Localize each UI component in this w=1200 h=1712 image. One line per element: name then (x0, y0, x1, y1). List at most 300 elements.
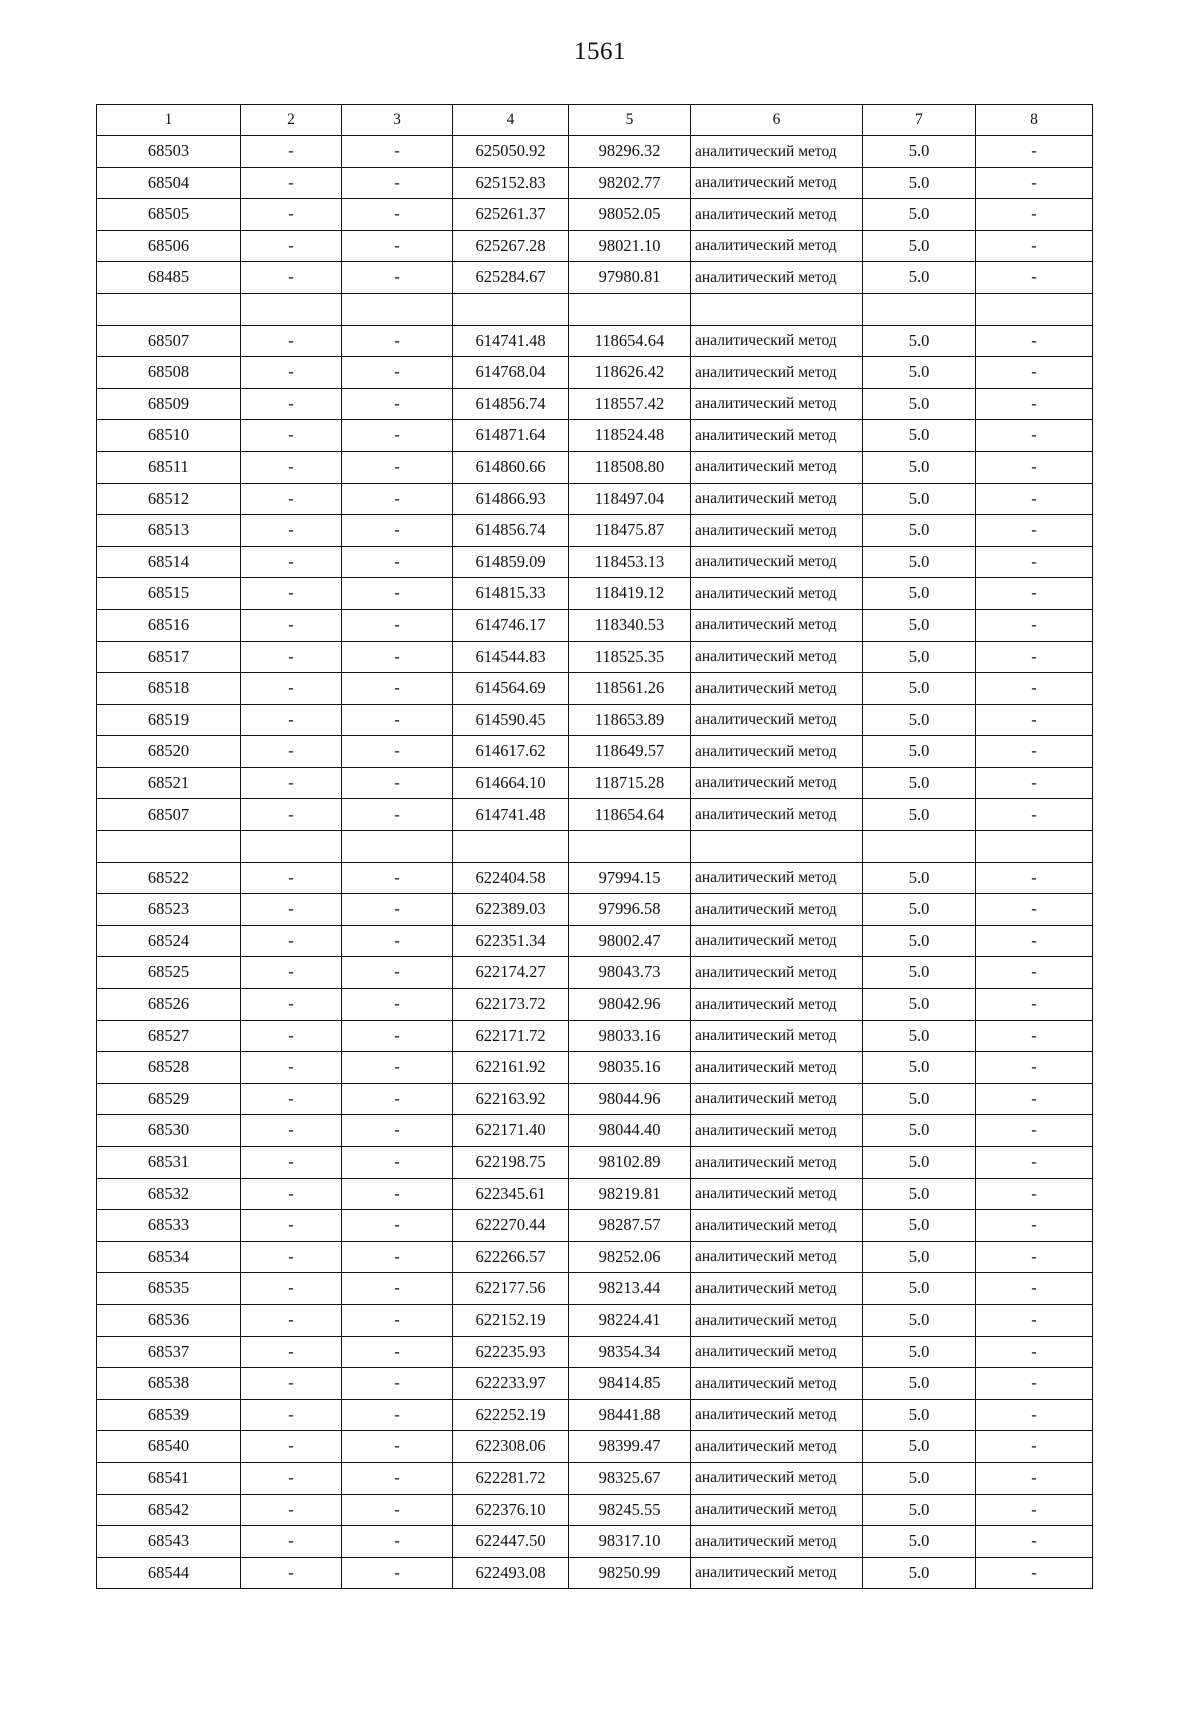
table-row (97, 1210, 1093, 1242)
method-cell: аналитический метод (691, 925, 863, 957)
y-coordinate-cell: 98354.34 (569, 1336, 691, 1368)
x-coordinate-cell: 614856.74 (453, 515, 569, 547)
col2-cell: - (241, 388, 342, 420)
col8-cell: - (976, 1431, 1093, 1463)
method-cell: аналитический метод (691, 1336, 863, 1368)
col3-cell: - (342, 799, 453, 831)
point-number-cell: 68535 (97, 1273, 241, 1305)
col2-cell: - (241, 925, 342, 957)
empty-cell (569, 831, 691, 863)
table-row (97, 609, 1093, 641)
y-coordinate-cell: 118561.26 (569, 673, 691, 705)
col8-cell: - (976, 989, 1093, 1021)
col3-cell: - (342, 1241, 453, 1273)
col8-cell: - (976, 199, 1093, 231)
table-row (97, 736, 1093, 768)
point-number-cell: 68539 (97, 1399, 241, 1431)
x-coordinate-cell: 614866.93 (453, 483, 569, 515)
y-coordinate-cell: 98102.89 (569, 1147, 691, 1179)
x-coordinate-cell: 622345.61 (453, 1178, 569, 1210)
col2-cell: - (241, 736, 342, 768)
point-number-cell: 68525 (97, 957, 241, 989)
col2-cell: - (241, 451, 342, 483)
col8-cell: - (976, 515, 1093, 547)
point-number-cell: 68540 (97, 1431, 241, 1463)
col3-cell: - (342, 1052, 453, 1084)
col8-cell: - (976, 1147, 1093, 1179)
col3-cell: - (342, 1336, 453, 1368)
col8-cell: - (976, 1020, 1093, 1052)
col8-cell: - (976, 136, 1093, 168)
y-coordinate-cell: 98414.85 (569, 1368, 691, 1400)
point-number-cell: 68526 (97, 989, 241, 1021)
x-coordinate-cell: 622266.57 (453, 1241, 569, 1273)
table-row (97, 578, 1093, 610)
method-cell: аналитический метод (691, 1115, 863, 1147)
col8-cell: - (976, 578, 1093, 610)
accuracy-cell: 5.0 (863, 451, 976, 483)
accuracy-cell: 5.0 (863, 199, 976, 231)
column-header: 7 (863, 105, 976, 136)
col2-cell: - (241, 641, 342, 673)
point-number-cell: 68516 (97, 609, 241, 641)
accuracy-cell: 5.0 (863, 704, 976, 736)
point-number-cell: 68510 (97, 420, 241, 452)
y-coordinate-cell: 118508.80 (569, 451, 691, 483)
col8-cell: - (976, 451, 1093, 483)
col2-cell: - (241, 515, 342, 547)
point-number-cell: 68512 (97, 483, 241, 515)
x-coordinate-cell: 614859.09 (453, 546, 569, 578)
table-row (97, 704, 1093, 736)
col3-cell: - (342, 325, 453, 357)
col3-cell: - (342, 1147, 453, 1179)
point-number-cell: 68542 (97, 1494, 241, 1526)
y-coordinate-cell: 98044.40 (569, 1115, 691, 1147)
col2-cell: - (241, 136, 342, 168)
y-coordinate-cell: 97996.58 (569, 894, 691, 926)
point-number-cell: 68519 (97, 704, 241, 736)
x-coordinate-cell: 614871.64 (453, 420, 569, 452)
table-row (97, 1336, 1093, 1368)
col3-cell: - (342, 1462, 453, 1494)
col8-cell: - (976, 1526, 1093, 1558)
empty-cell (453, 293, 569, 325)
method-cell: аналитический метод (691, 1431, 863, 1463)
table-row (97, 1557, 1093, 1589)
point-number-cell: 68514 (97, 546, 241, 578)
table-row (97, 1494, 1093, 1526)
y-coordinate-cell: 118715.28 (569, 767, 691, 799)
empty-cell (863, 293, 976, 325)
col2-cell: - (241, 167, 342, 199)
col2-cell: - (241, 609, 342, 641)
point-number-cell: 68538 (97, 1368, 241, 1400)
point-number-cell: 68515 (97, 578, 241, 610)
y-coordinate-cell: 98044.96 (569, 1083, 691, 1115)
accuracy-cell: 5.0 (863, 388, 976, 420)
col2-cell: - (241, 767, 342, 799)
col8-cell: - (976, 357, 1093, 389)
table-row (97, 357, 1093, 389)
col3-cell: - (342, 1494, 453, 1526)
col8-cell: - (976, 1399, 1093, 1431)
method-cell: аналитический метод (691, 546, 863, 578)
accuracy-cell: 5.0 (863, 262, 976, 294)
accuracy-cell: 5.0 (863, 1494, 976, 1526)
table-row (97, 136, 1093, 168)
col3-cell: - (342, 136, 453, 168)
accuracy-cell: 5.0 (863, 799, 976, 831)
point-number-cell: 68529 (97, 1083, 241, 1115)
point-number-cell: 68509 (97, 388, 241, 420)
col3-cell: - (342, 199, 453, 231)
table-row (97, 894, 1093, 926)
accuracy-cell: 5.0 (863, 1115, 976, 1147)
empty-cell (863, 831, 976, 863)
table-row (97, 167, 1093, 199)
method-cell: аналитический метод (691, 420, 863, 452)
col8-cell: - (976, 546, 1093, 578)
x-coordinate-cell: 622389.03 (453, 894, 569, 926)
column-header: 8 (976, 105, 1093, 136)
point-number-cell: 68533 (97, 1210, 241, 1242)
accuracy-cell: 5.0 (863, 1020, 976, 1052)
col8-cell: - (976, 1178, 1093, 1210)
y-coordinate-cell: 118649.57 (569, 736, 691, 768)
y-coordinate-cell: 118654.64 (569, 799, 691, 831)
point-number-cell: 68507 (97, 325, 241, 357)
y-coordinate-cell: 98202.77 (569, 167, 691, 199)
col3-cell: - (342, 925, 453, 957)
col2-cell: - (241, 704, 342, 736)
accuracy-cell: 5.0 (863, 230, 976, 262)
method-cell: аналитический метод (691, 1526, 863, 1558)
column-header: 1 (97, 105, 241, 136)
col8-cell: - (976, 1557, 1093, 1589)
table-row (97, 1273, 1093, 1305)
table-body (97, 136, 1093, 1589)
col3-cell: - (342, 989, 453, 1021)
x-coordinate-cell: 622152.19 (453, 1304, 569, 1336)
y-coordinate-cell: 98317.10 (569, 1526, 691, 1558)
point-number-cell: 68521 (97, 767, 241, 799)
col8-cell: - (976, 957, 1093, 989)
method-cell: аналитический метод (691, 230, 863, 262)
x-coordinate-cell: 614664.10 (453, 767, 569, 799)
y-coordinate-cell: 118525.35 (569, 641, 691, 673)
y-coordinate-cell: 118654.64 (569, 325, 691, 357)
col2-cell: - (241, 1020, 342, 1052)
y-coordinate-cell: 98033.16 (569, 1020, 691, 1052)
col2-cell: - (241, 862, 342, 894)
x-coordinate-cell: 614741.48 (453, 799, 569, 831)
table-row (97, 925, 1093, 957)
col2-cell: - (241, 799, 342, 831)
y-coordinate-cell: 118653.89 (569, 704, 691, 736)
empty-cell (569, 293, 691, 325)
col8-cell: - (976, 167, 1093, 199)
table-row (97, 862, 1093, 894)
column-header: 5 (569, 105, 691, 136)
empty-cell (241, 293, 342, 325)
method-cell: аналитический метод (691, 1241, 863, 1273)
method-cell: аналитический метод (691, 767, 863, 799)
y-coordinate-cell: 98219.81 (569, 1178, 691, 1210)
accuracy-cell: 5.0 (863, 1431, 976, 1463)
y-coordinate-cell: 98296.32 (569, 136, 691, 168)
y-coordinate-cell: 98002.47 (569, 925, 691, 957)
accuracy-cell: 5.0 (863, 546, 976, 578)
col2-cell: - (241, 546, 342, 578)
x-coordinate-cell: 622404.58 (453, 862, 569, 894)
col3-cell: - (342, 1115, 453, 1147)
table-row (97, 388, 1093, 420)
col8-cell: - (976, 325, 1093, 357)
method-cell: аналитический метод (691, 609, 863, 641)
col3-cell: - (342, 230, 453, 262)
x-coordinate-cell: 614815.33 (453, 578, 569, 610)
col8-cell: - (976, 1462, 1093, 1494)
page-number: 1561 (574, 38, 626, 65)
y-coordinate-cell: 98245.55 (569, 1494, 691, 1526)
col8-cell: - (976, 609, 1093, 641)
point-number-cell: 68520 (97, 736, 241, 768)
table-row (97, 989, 1093, 1021)
col3-cell: - (342, 957, 453, 989)
col2-cell: - (241, 673, 342, 705)
point-number-cell: 68513 (97, 515, 241, 547)
point-number-cell: 68485 (97, 262, 241, 294)
accuracy-cell: 5.0 (863, 1336, 976, 1368)
method-cell: аналитический метод (691, 894, 863, 926)
point-number-cell: 68527 (97, 1020, 241, 1052)
y-coordinate-cell: 98224.41 (569, 1304, 691, 1336)
accuracy-cell: 5.0 (863, 989, 976, 1021)
x-coordinate-cell: 622308.06 (453, 1431, 569, 1463)
table-row (97, 1083, 1093, 1115)
col3-cell: - (342, 388, 453, 420)
table-row (97, 1304, 1093, 1336)
point-number-cell: 68523 (97, 894, 241, 926)
method-cell: аналитический метод (691, 167, 863, 199)
col2-cell: - (241, 1494, 342, 1526)
method-cell: аналитический метод (691, 199, 863, 231)
col3-cell: - (342, 673, 453, 705)
table-row (97, 1241, 1093, 1273)
accuracy-cell: 5.0 (863, 736, 976, 768)
point-number-cell: 68504 (97, 167, 241, 199)
method-cell: аналитический метод (691, 262, 863, 294)
separator-row (97, 831, 1093, 863)
col8-cell: - (976, 1210, 1093, 1242)
point-number-cell: 68517 (97, 641, 241, 673)
method-cell: аналитический метод (691, 136, 863, 168)
method-cell: аналитический метод (691, 673, 863, 705)
y-coordinate-cell: 118497.04 (569, 483, 691, 515)
x-coordinate-cell: 614856.74 (453, 388, 569, 420)
x-coordinate-cell: 622233.97 (453, 1368, 569, 1400)
y-coordinate-cell: 118340.53 (569, 609, 691, 641)
col2-cell: - (241, 1431, 342, 1463)
accuracy-cell: 5.0 (863, 325, 976, 357)
y-coordinate-cell: 98441.88 (569, 1399, 691, 1431)
col8-cell: - (976, 641, 1093, 673)
method-cell: аналитический метод (691, 736, 863, 768)
table-row (97, 1147, 1093, 1179)
col2-cell: - (241, 1083, 342, 1115)
table-row (97, 199, 1093, 231)
table-row (97, 957, 1093, 989)
point-number-cell: 68505 (97, 199, 241, 231)
col3-cell: - (342, 1399, 453, 1431)
col2-cell: - (241, 957, 342, 989)
x-coordinate-cell: 622171.72 (453, 1020, 569, 1052)
col3-cell: - (342, 1273, 453, 1305)
method-cell: аналитический метод (691, 1557, 863, 1589)
x-coordinate-cell: 622177.56 (453, 1273, 569, 1305)
col3-cell: - (342, 515, 453, 547)
accuracy-cell: 5.0 (863, 767, 976, 799)
point-number-cell: 68544 (97, 1557, 241, 1589)
col8-cell: - (976, 1494, 1093, 1526)
column-header: 3 (342, 105, 453, 136)
table-row (97, 1431, 1093, 1463)
col3-cell: - (342, 1431, 453, 1463)
accuracy-cell: 5.0 (863, 1241, 976, 1273)
point-number-cell: 68506 (97, 230, 241, 262)
col3-cell: - (342, 420, 453, 452)
x-coordinate-cell: 622252.19 (453, 1399, 569, 1431)
method-cell: аналитический метод (691, 641, 863, 673)
y-coordinate-cell: 118453.13 (569, 546, 691, 578)
accuracy-cell: 5.0 (863, 1210, 976, 1242)
x-coordinate-cell: 625261.37 (453, 199, 569, 231)
accuracy-cell: 5.0 (863, 1526, 976, 1558)
empty-cell (976, 293, 1093, 325)
col8-cell: - (976, 1273, 1093, 1305)
empty-cell (691, 293, 863, 325)
table-row (97, 420, 1093, 452)
col3-cell: - (342, 767, 453, 799)
accuracy-cell: 5.0 (863, 136, 976, 168)
col3-cell: - (342, 357, 453, 389)
col8-cell: - (976, 420, 1093, 452)
col3-cell: - (342, 451, 453, 483)
y-coordinate-cell: 98287.57 (569, 1210, 691, 1242)
x-coordinate-cell: 614746.17 (453, 609, 569, 641)
col3-cell: - (342, 1304, 453, 1336)
y-coordinate-cell: 118475.87 (569, 515, 691, 547)
x-coordinate-cell: 622270.44 (453, 1210, 569, 1242)
method-cell: аналитический метод (691, 1494, 863, 1526)
method-cell: аналитический метод (691, 1083, 863, 1115)
x-coordinate-cell: 622235.93 (453, 1336, 569, 1368)
table-row (97, 546, 1093, 578)
y-coordinate-cell: 98021.10 (569, 230, 691, 262)
accuracy-cell: 5.0 (863, 894, 976, 926)
method-cell: аналитический метод (691, 862, 863, 894)
empty-cell (976, 831, 1093, 863)
accuracy-cell: 5.0 (863, 609, 976, 641)
col8-cell: - (976, 1304, 1093, 1336)
table-row (97, 1178, 1093, 1210)
column-header: 4 (453, 105, 569, 136)
point-number-cell: 68536 (97, 1304, 241, 1336)
col8-cell: - (976, 1241, 1093, 1273)
method-cell: аналитический метод (691, 1304, 863, 1336)
method-cell: аналитический метод (691, 1020, 863, 1052)
col3-cell: - (342, 704, 453, 736)
method-cell: аналитический метод (691, 451, 863, 483)
accuracy-cell: 5.0 (863, 483, 976, 515)
point-number-cell: 68511 (97, 451, 241, 483)
col2-cell: - (241, 1147, 342, 1179)
col8-cell: - (976, 894, 1093, 926)
col2-cell: - (241, 1241, 342, 1273)
x-coordinate-cell: 614590.45 (453, 704, 569, 736)
method-cell: аналитический метод (691, 515, 863, 547)
x-coordinate-cell: 622174.27 (453, 957, 569, 989)
point-number-cell: 68528 (97, 1052, 241, 1084)
col8-cell: - (976, 483, 1093, 515)
column-header: 6 (691, 105, 863, 136)
accuracy-cell: 5.0 (863, 1557, 976, 1589)
y-coordinate-cell: 98035.16 (569, 1052, 691, 1084)
col3-cell: - (342, 1083, 453, 1115)
col8-cell: - (976, 262, 1093, 294)
method-cell: аналитический метод (691, 989, 863, 1021)
table-row (97, 1115, 1093, 1147)
table-row (97, 1052, 1093, 1084)
accuracy-cell: 5.0 (863, 1273, 976, 1305)
x-coordinate-cell: 614860.66 (453, 451, 569, 483)
col2-cell: - (241, 1336, 342, 1368)
accuracy-cell: 5.0 (863, 957, 976, 989)
col8-cell: - (976, 1336, 1093, 1368)
table-header (97, 105, 1093, 136)
method-cell: аналитический метод (691, 325, 863, 357)
x-coordinate-cell: 622198.75 (453, 1147, 569, 1179)
method-cell: аналитический метод (691, 357, 863, 389)
col2-cell: - (241, 894, 342, 926)
col2-cell: - (241, 325, 342, 357)
col2-cell: - (241, 1304, 342, 1336)
col2-cell: - (241, 1526, 342, 1558)
col3-cell: - (342, 894, 453, 926)
x-coordinate-cell: 622281.72 (453, 1462, 569, 1494)
x-coordinate-cell: 622493.08 (453, 1557, 569, 1589)
col3-cell: - (342, 167, 453, 199)
col2-cell: - (241, 1178, 342, 1210)
col2-cell: - (241, 357, 342, 389)
accuracy-cell: 5.0 (863, 1462, 976, 1494)
x-coordinate-cell: 625152.83 (453, 167, 569, 199)
x-coordinate-cell: 614768.04 (453, 357, 569, 389)
point-number-cell: 68537 (97, 1336, 241, 1368)
x-coordinate-cell: 622376.10 (453, 1494, 569, 1526)
y-coordinate-cell: 98325.67 (569, 1462, 691, 1494)
method-cell: аналитический метод (691, 483, 863, 515)
table-row (97, 1020, 1093, 1052)
y-coordinate-cell: 98250.99 (569, 1557, 691, 1589)
separator-row (97, 293, 1093, 325)
point-number-cell: 68532 (97, 1178, 241, 1210)
y-coordinate-cell: 98213.44 (569, 1273, 691, 1305)
y-coordinate-cell: 98399.47 (569, 1431, 691, 1463)
table-row (97, 1462, 1093, 1494)
x-coordinate-cell: 625267.28 (453, 230, 569, 262)
